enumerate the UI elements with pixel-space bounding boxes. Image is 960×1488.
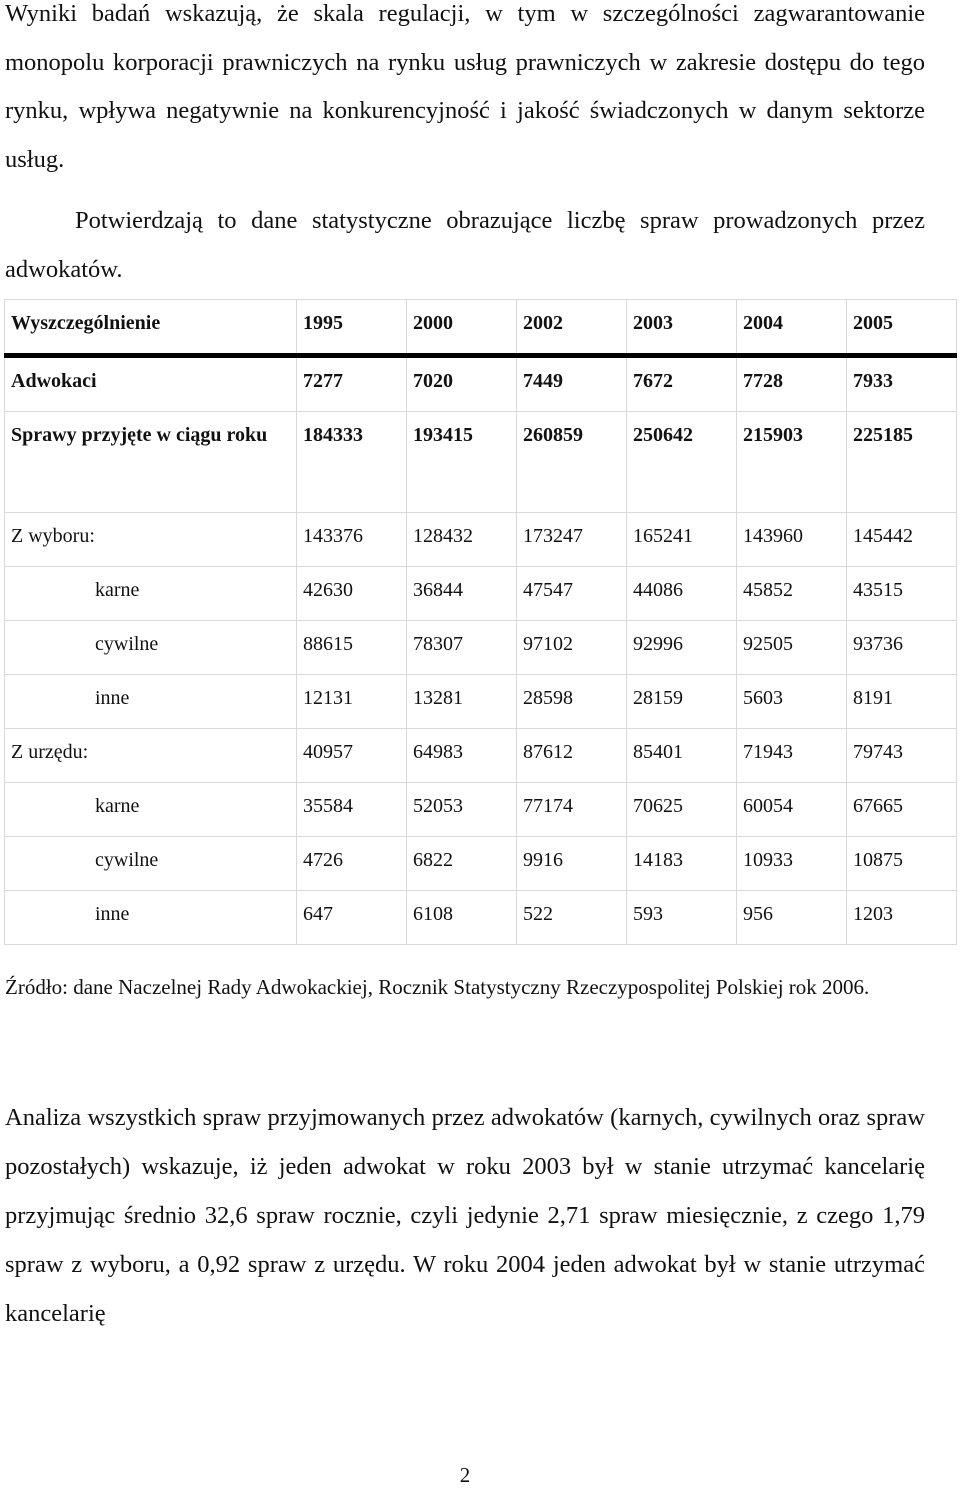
table-cell: 64983	[407, 729, 517, 783]
intro-paragraph: Wyniki badań wskazują, że skala regulacji, w tym w szczególności zagwarantowanie monopolu korporacji prawniczych na rynku usług prawniczych w zakresie dostępu do tego rynku, wpływa negatywnie na konkurencyjność i jakość świadczonych w danym sektorze usług.	[5, 0, 925, 173]
table-cell: 647	[297, 891, 407, 945]
table-cell: 225185	[847, 412, 957, 513]
row-label: Adwokaci	[5, 356, 297, 412]
header-cell: 2004	[737, 300, 847, 356]
table-cell: 28159	[627, 675, 737, 729]
table-cell: 9916	[517, 837, 627, 891]
table-cell: 7449	[517, 356, 627, 412]
page-number: 2	[459, 1463, 471, 1487]
table-cell: 215903	[737, 412, 847, 513]
row-label: karne	[5, 567, 297, 621]
table-cell: 260859	[517, 412, 627, 513]
table-row	[5, 675, 957, 729]
table-header-row	[5, 300, 957, 356]
table-cell: 60054	[737, 783, 847, 837]
row-label: Z wyboru:	[5, 513, 297, 567]
table-cell: 71943	[737, 729, 847, 783]
row-label: inne	[5, 891, 297, 945]
cases-statistics-table	[4, 299, 957, 945]
header-cell: 2000	[407, 300, 517, 356]
table-cell: 7277	[297, 356, 407, 412]
table-cell: 522	[517, 891, 627, 945]
table-cell: 40957	[297, 729, 407, 783]
row-label: Z urzędu:	[5, 729, 297, 783]
table-cell: 67665	[847, 783, 957, 837]
table-cell: 70625	[627, 783, 737, 837]
table-cell: 35584	[297, 783, 407, 837]
table-cell: 10875	[847, 837, 957, 891]
table-cell: 8191	[847, 675, 957, 729]
table-cell: 6822	[407, 837, 517, 891]
table-row	[5, 837, 957, 891]
header-cell: 2003	[627, 300, 737, 356]
table-cell: 128432	[407, 513, 517, 567]
row-label: cywilne	[5, 837, 297, 891]
row-label: inne	[5, 675, 297, 729]
table-cell: 42630	[297, 567, 407, 621]
table-cell: 173247	[517, 513, 627, 567]
table-cell: 47547	[517, 567, 627, 621]
table-cell: 143960	[737, 513, 847, 567]
table-cell: 88615	[297, 621, 407, 675]
table-cell: 956	[737, 891, 847, 945]
table-cell: 97102	[517, 621, 627, 675]
row-label: cywilne	[5, 621, 297, 675]
table-cell: 77174	[517, 783, 627, 837]
table-cell: 184333	[297, 412, 407, 513]
table-row	[5, 513, 957, 567]
table-cell: 92505	[737, 621, 847, 675]
table-row	[5, 621, 957, 675]
table-cell: 45852	[737, 567, 847, 621]
table-cell: 7020	[407, 356, 517, 412]
table-row	[5, 891, 957, 945]
table-cell: 93736	[847, 621, 957, 675]
table-cell: 36844	[407, 567, 517, 621]
table-cell: 10933	[737, 837, 847, 891]
table-row	[5, 356, 957, 412]
table-cell: 593	[627, 891, 737, 945]
header-cell: Wyszczególnienie	[5, 300, 297, 356]
table-row	[5, 729, 957, 783]
analysis-paragraph: Analiza wszystkich spraw przyjmowanych przez adwokatów (karnych, cywilnych oraz spraw pozostałych) wskazuje, iż jeden adwokat w roku 2003 był w stanie utrzymać kancelarię przyjmując średnio 32,6 spraw rocznie, czyli jedynie 2,71 spraw miesięcznie, z czego 1,79 spraw z wyboru, a 0,92 spraw z urzędu. W roku 2004 jeden adwokat był w stanie utrzymać kancelarię	[5, 1104, 925, 1327]
table-cell: 28598	[517, 675, 627, 729]
row-label: karne	[5, 783, 297, 837]
statistics-intro-paragraph: Potwierdzają to dane statystyczne obrazujące liczbę spraw prowadzonych przez adwokatów.	[5, 207, 925, 283]
table-cell: 44086	[627, 567, 737, 621]
table-row	[5, 412, 957, 513]
table-cell: 145442	[847, 513, 957, 567]
table-cell: 4726	[297, 837, 407, 891]
table-cell: 250642	[627, 412, 737, 513]
table-cell: 5603	[737, 675, 847, 729]
table-cell: 78307	[407, 621, 517, 675]
table-cell: 7933	[847, 356, 957, 412]
table-cell: 43515	[847, 567, 957, 621]
source-note: Źródło: dane Naczelnej Rady Adwokackiej, Rocznik Statystyczny Rzeczypospolitej Polskiej rok 2006.	[5, 975, 870, 999]
table-cell: 143376	[297, 513, 407, 567]
table-row	[5, 567, 957, 621]
table-cell: 12131	[297, 675, 407, 729]
header-cell: 1995	[297, 300, 407, 356]
table-cell: 87612	[517, 729, 627, 783]
table-cell: 13281	[407, 675, 517, 729]
table-cell: 6108	[407, 891, 517, 945]
table-cell: 92996	[627, 621, 737, 675]
table-cell: 52053	[407, 783, 517, 837]
table-cell: 85401	[627, 729, 737, 783]
table-cell: 193415	[407, 412, 517, 513]
table-cell: 7672	[627, 356, 737, 412]
table-cell: 14183	[627, 837, 737, 891]
header-cell: 2002	[517, 300, 627, 356]
header-cell: 2005	[847, 300, 957, 356]
table-cell: 7728	[737, 356, 847, 412]
table-cell: 79743	[847, 729, 957, 783]
row-label: Sprawy przyjęte w ciągu roku	[5, 412, 297, 513]
table-row	[5, 783, 957, 837]
table-cell: 165241	[627, 513, 737, 567]
table-cell: 1203	[847, 891, 957, 945]
